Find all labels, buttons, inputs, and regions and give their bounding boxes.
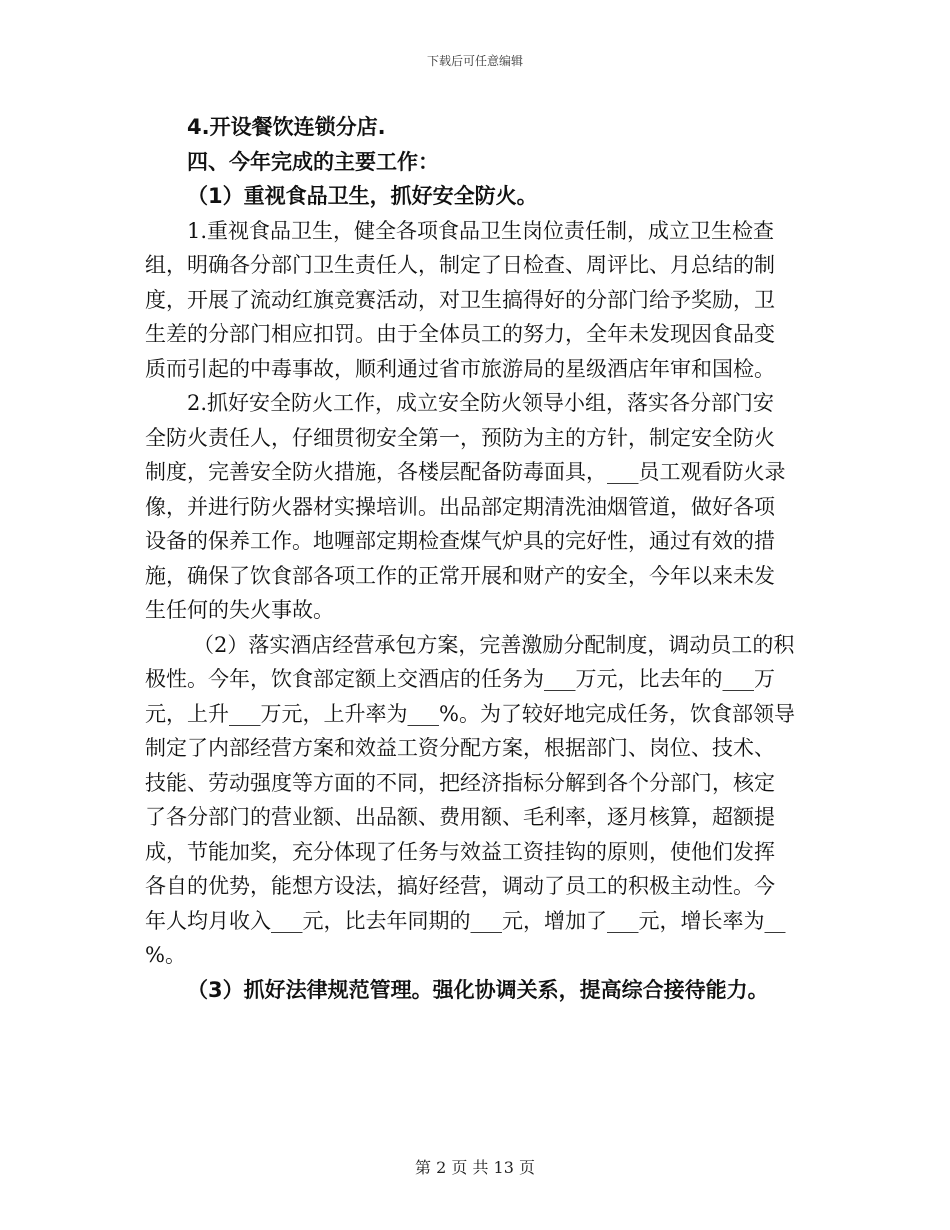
paragraph-line: 2.抓好安全防火工作，成立安全防火领导小组，落实各分部门安 bbox=[187, 391, 775, 415]
paragraph-operations-contract bbox=[145, 628, 805, 973]
paragraph-food-hygiene bbox=[145, 214, 805, 387]
page-number: 第 2 页 共 13 页 bbox=[415, 1158, 535, 1177]
paragraph-line: 度，开展了流动红旗竞赛活动，对卫生搞得好的分部门给予奖励，卫 bbox=[145, 287, 775, 312]
subsection-3-title: （3）抓好法律规范管理。强化协调关系，提高综合接待能力。 bbox=[187, 977, 769, 1002]
paragraph-line: 制度，完善安全防火措施，各楼层配备防毒面具，___员工观看防火录 bbox=[145, 460, 786, 484]
paragraph-line: 质而引起的中毒事故，顺利通过省市旅游局的星级酒店年审和国检。 bbox=[145, 356, 775, 381]
paragraph-line: 极性。今年，饮食部定额上交酒店的任务为___万元，比去年的___万 bbox=[145, 667, 775, 691]
subsection-1-title: （1）重视食品卫生，抓好安全防火。 bbox=[187, 184, 538, 208]
paragraph-line: 技能、劳动强度等方面的不同，把经济指标分解到各个分部门，核定 bbox=[145, 770, 775, 795]
paragraph-line: 施，确保了饮食部各项工作的正常开展和财产的安全，今年以来未发 bbox=[145, 563, 775, 588]
paragraph-line: 组，明确各分部门卫生责任人，制定了日检查、周评比、月总结的制 bbox=[145, 253, 775, 277]
paragraph-line: 元，上升___万元，上升率为___%。为了较好地完成任务，饮食部领导 bbox=[145, 701, 795, 726]
paragraph-line: 制定了内部经营方案和效益工资分配方案，根据部门、岗位、技术、 bbox=[145, 736, 775, 760]
paragraph-line: （2）落实酒店经营承包方案，完善激励分配制度，调动员工的积 bbox=[193, 632, 795, 657]
paragraph-line: 生任何的失火事故。 bbox=[145, 598, 334, 622]
paragraph-line: 全防火责任人，仔细贯彻安全第一，预防为主的方针，制定安全防火 bbox=[145, 425, 775, 450]
page-header-note: 下载后可任意编辑 bbox=[426, 54, 523, 68]
paragraph-line: 1.重视食品卫生，健全各项食品卫生岗位责任制，成立卫生检查 bbox=[187, 218, 775, 243]
paragraph-line: 像，并进行防火器材实操培训。出品部定期清洗油烟管道，做好各项 bbox=[145, 494, 775, 519]
paragraph-line: 设备的保养工作。地喱部定期检查煤气炉具的完好性，通过有效的措 bbox=[145, 529, 775, 553]
paragraph-line: %。 bbox=[145, 943, 186, 967]
paragraph-line: 成，节能加奖，充分体现了任务与效益工资挂钩的原则，使他们发挥 bbox=[145, 839, 775, 864]
paragraph-line: 年人均月收入___元，比去年同期的___元，增加了___元，增长率为__ bbox=[145, 908, 786, 933]
section-4-title: 四、今年完成的主要工作： bbox=[187, 149, 439, 174]
paragraph-line: 生差的分部门相应扣罚。由于全体员工的努力，全年未发现因食品变 bbox=[145, 322, 775, 346]
item-4-heading: 4.开设餐饮连锁分店. bbox=[187, 115, 386, 139]
paragraph-line: 各自的优势，能想方设法，搞好经营，调动了员工的积极主动性。今 bbox=[145, 874, 775, 898]
paragraph-line: 了各分部门的营业额、出品额、费用额、毛利率，逐月核算，超额提 bbox=[145, 805, 775, 829]
paragraph-fire-safety bbox=[145, 386, 805, 628]
document-body bbox=[145, 110, 805, 1007]
